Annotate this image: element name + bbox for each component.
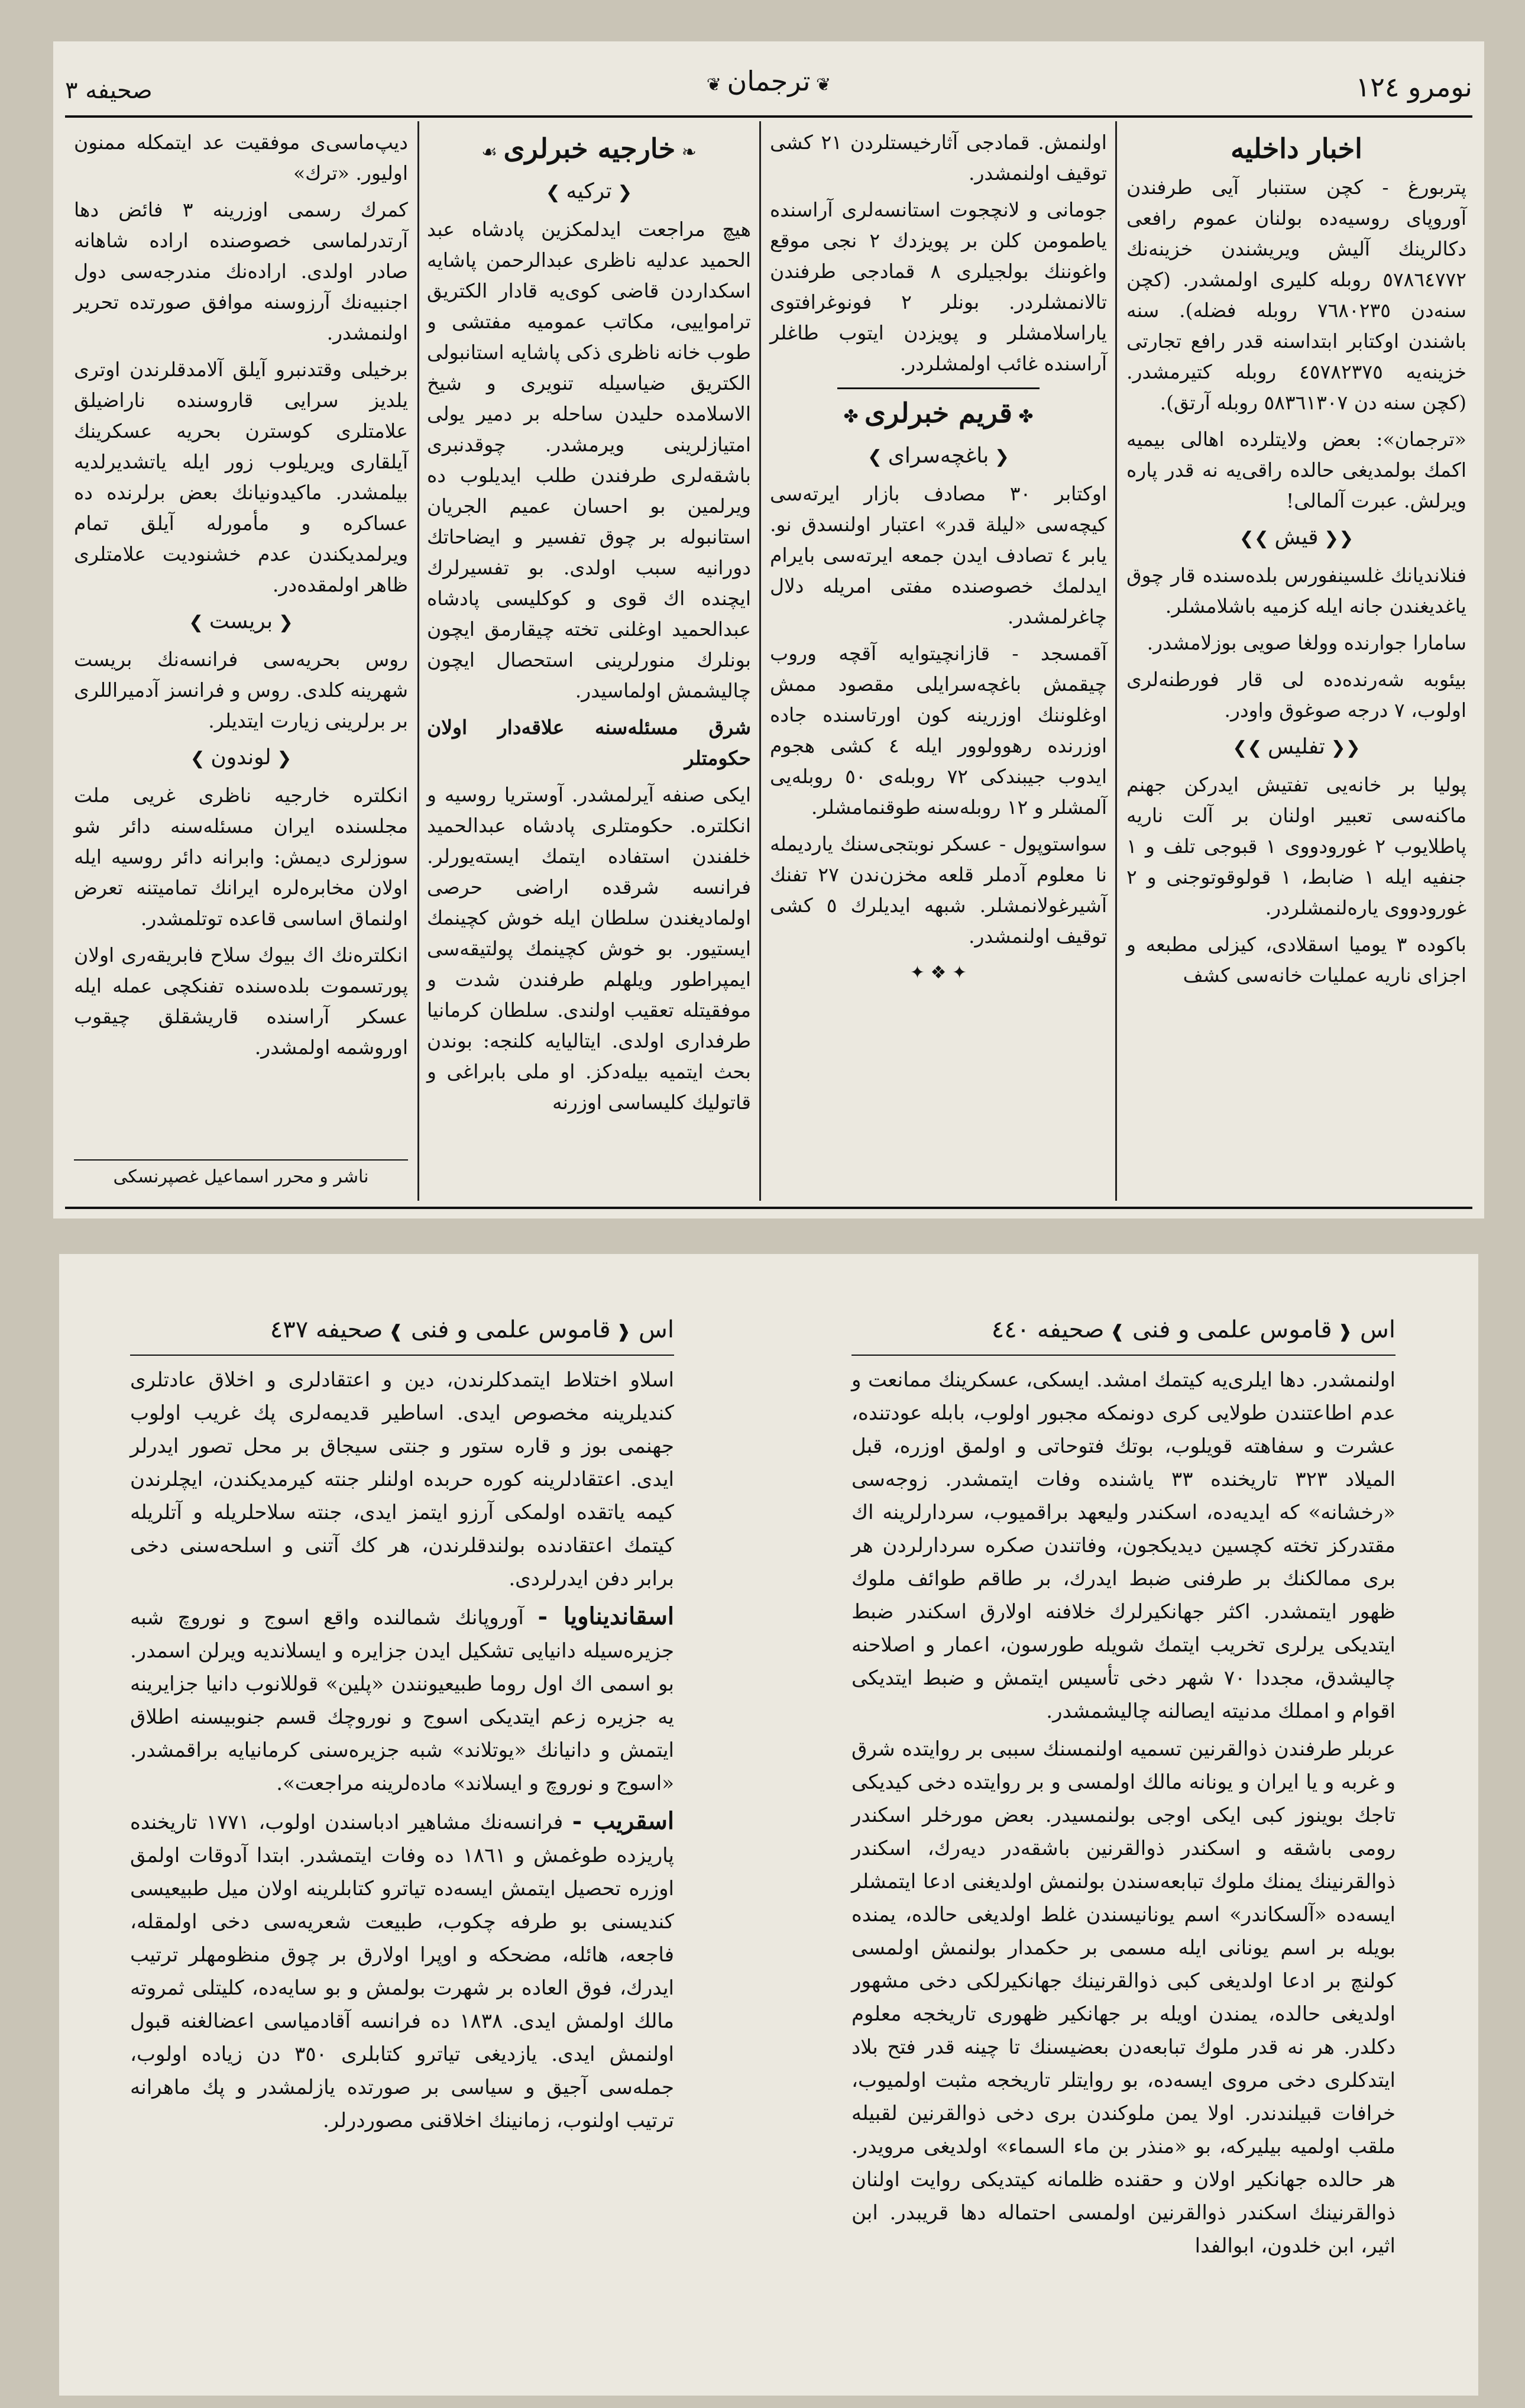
column-misc-news — [74, 127, 408, 1069]
header-title: قاموس علمی و فنی — [410, 1316, 611, 1343]
dictionary-entry — [130, 1805, 674, 2137]
ornament-icon: ❰ — [1332, 1321, 1353, 1342]
article-paragraph: برخیلی وقتدنبرو آیلق آلامدقلرندن اوتری یلدیز سرایی قاروسنده ناراضیلق علامتلری کوسترن بحریه عسکرینك آیلقاری ویریلوب زور ایله یاتشدیرلدیه بیلمشدر. ماکیدونیانك بعض برلرنده ده عساکره و مأمورله آیلق تمام ویرلمدیکندن عدم خشنودیت علامتلری ظاهر اولمقده‌در. — [74, 358, 408, 596]
dictionary-header-right — [851, 1316, 1396, 1343]
column-divider — [417, 121, 419, 1201]
article-paragraph: فنلاندیانك غلسینفورس بلده‌سنده قار چوق یاغدیغندن جانه ایله کزمیه باشلامشلر. — [1126, 564, 1466, 618]
newspaper-title — [686, 65, 851, 97]
ornament-icon: ❦ — [810, 75, 831, 95]
column-divider — [1115, 121, 1117, 1201]
article-paragraph: هیچ مراجعت ایدلمکزین پادشاه عبد الحمید عدلیه ناظری عبدالرحمن پاشایه اسکداردن قاضی کوی‌یه قادار الکتریق ترامواییی، مکاتب عمومیه مفتشی و طوب خانه ناظری ذکی پاشایه استانبولی الکتریق ضیاسیله تنویری و شیخ الاسلامده حلیدن ساحله بر دمیر یولی امتیازلرینی ویرمشدر. چوقدنبری باشقه‌لری طرفندن طلب ایدیلوب ده ویرلمین بو احسان عمیم الجریان استانبوله بر چوق تفسیر و ایضاحاتك دورانیه سبب اولدی. بو تفسیرلرك ایچنده اك قوی و کوکلیسی پادشاه عبدالحمید اوغلنی تخته چیقارمق ایچون بونلرك منورلرینی استحصال ایچون چالیشمش اولماسیدر. — [427, 218, 751, 702]
article-paragraph: سواستوپول - عسکر نوبتجی‌سنك یاردیمله نا معلوم آدملر قلعه مخزن‌ندن ٢٧ تفنك آشیرغولانمشلر. شبهه ایدیلرك ٥ کشی توقیف اولنمشدر. — [770, 832, 1107, 948]
ornament-icon: ❱ — [1104, 1321, 1125, 1342]
footer-rule — [74, 1159, 408, 1161]
header-title: قاموس علمی و فنی — [1132, 1316, 1332, 1343]
column-divider — [759, 121, 761, 1201]
publisher-line: ناشر و محرر اسماعیل غصپرنسکی — [113, 1166, 369, 1187]
entry-lemma: اسقریب - — [572, 1807, 674, 1835]
article-paragraph: روس بحریه‌سی فرانسه‌نك بریست شهرینه کلدی. روس و فرانسز آدمیراللری بر برلرینی زیارت ایتدیلر. — [74, 648, 408, 732]
page-number: صحیفه ۳ — [65, 77, 153, 104]
article-paragraph: بیئوبه شه‌رنده‌ده لی قار فورطنه‌لری اولوب، ٧ درجه صوغوق واودر. — [1126, 668, 1466, 722]
entry-paragraph: اولنمشدر. دها ایلری‌یه کیتمك امشد. ایسکی، عسکرینك ممانعت و عدم اطاعتندن طولایی کری دونمکه مجبور اولوب، بابله عودتنده، عشرت و سفاهته قویلوب، بوتك فتوحاتی و اولمق اوزره، قبل المیلاد ٣٢٣ تاریخنده ٣٣ یاشنده وفات ایتمشدر. زوجه‌سی «رخشانه» که ایدیه‌ده، اسکندر ولیعهد براقمیوب، سردارلرینه اك مقتدرکز تخته کچسین دیدیکجون، وفاتندن صکره سردارلردن هر بری ممالکنك بر طرفنی ضبط ایدرك، بر طاقم طوائف ملوك ظهور ایتمشدر. اکثر جهانکیرلرك خلافنه اولارق اسکندر ضبط ایتدیکی یرلری تخریب ایتمك شویله طورسون، اعمار و اصلاحنه چالیشدق، مجددا ٧٠ شهر دخی تأسیس ایتمش و ضبط ایتدیکی اقوام و امملك مدنیته ایصالنه چالیشمشدر. — [851, 1368, 1396, 1723]
entry-lemma: اسقاندیناویا - — [538, 1602, 675, 1630]
dictionary-text-right — [851, 1363, 1396, 2267]
ornament-icon: ❦ — [706, 75, 727, 95]
article-paragraph: سامارا جوارنده وولغا صویی بوزلامشدر. — [1147, 631, 1466, 654]
masthead — [65, 65, 1472, 112]
column-internal-news — [1126, 127, 1466, 997]
article-paragraph: انکلتره‌نك اك بیوك سلاح فابریقه‌ری اولان پورتسموت بلده‌سنده تفنکچی عمله ایله عسکر آراسنده قاریشقلق چیقوب اوروشمه اولمشدر. — [74, 943, 408, 1059]
article-lead: شرق مسئله‌سنه علاقه‌دار اولان حکومتلر — [427, 716, 751, 770]
dictionary-entry — [130, 1600, 674, 1800]
header-rule — [851, 1355, 1396, 1356]
ornament-icon: ❰ — [610, 1321, 632, 1342]
article-paragraph: پولیا بر خانه‌یی تفتیش ایدرکن جهنم ماکنه‌سی تعبیر اولنان بر آلت ناریه پاطلایوب ٢ غورودووی ١ قبوجی تلف و ١ جنفیه ایله ١ ضابط، ١ قولوقوتوجنی و ٢ غورودووی یاره‌لنمشلردر. — [1126, 773, 1467, 919]
entry-text: فرانسه‌نك مشاهیر ادباسندن اولوب، ١٧٧١ تاریخنده پاریزده طوغمش و ١٨٦١ ده وفات ایتمشدر. ابتدا آدوقات اولمق اوزره تحصیل ایتمش ایسه‌ده تیاترو کتابلرینه اولان میل طبیعیسی کندیسنی بو طرفه چکوب، طبیعت شعریه‌سی دخی اولمقله، فاجعه، هائله، مضحکه و اوپرا اولارق بر چوق منظومهلر ترتیب ایدرك، فوق العاده بر شهرت بولمش و بو سایه‌ده، کلیتلی ثمروته مالك اولمش ایدی. ١٨٣٨ ده فرانسه آقادمیاسی اعضالغنه قبول اولنمش ایدی. یازدیغی تیاترو کتابلری ٣٥٠ دن زیاده اولوب، جمله‌سی آجیق و سیاسی بر صورتده یازلمشدر و پك ماهرانه ترتیب اولنوب، زمانینك اخلاقنی مصوردرلر. — [130, 1811, 674, 2132]
header-page: صحیفه ٤٣٧ — [270, 1316, 383, 1343]
article-paragraph: اوکتابر ٣٠ مصادف بازار ایرته‌سی کیچه‌سی «لیلة قدر» اعتبار اولنسدق نو. یابر ٤ تصادف ایدن جمعه ایرته‌سی بایرام ایدلمك خصوصنده مفتی امریله دلال چاغرلمشدر. — [770, 482, 1107, 628]
dictionary-header-left — [130, 1316, 674, 1343]
ornament-icon: ❱ — [383, 1321, 404, 1342]
entry-text: آوروپانك شمالنده واقع اسوج و نوروچ شبه جزیره‌سیله دانیایی تشکیل ایدن جزایره و ایسلاندیه ویرلن اسمدر. بو اسمی اك اول روما طبیعیونندن «پلین» قوللانوب دانیا جزایرینه یه جزیره زعم ایتدیکی اسوج و نوروچك قسم جنوبیسنه اطلاق ایتمش و دانیانك «یوتلاند» شبه جزیره‌سنی کرمانیایه براقمشدر. «اسوج و نوروچ و ایسلاند» ماده‌لرینه مراجعت». — [130, 1606, 675, 1795]
column-foreign-news — [427, 127, 751, 1124]
sub-heading: ❮❮ تفلیس ❯❯ — [1232, 735, 1361, 759]
article-paragraph: کمرك رسمی اوزرینه ٣ فائض دها آرتدرلماسی خصوصنده اراده شاهانه صادر اولدی. اراده‌نك مندرجه‌سی دول اجنبیه‌نك آرزوسنه موافق صورتده تحریر اولنمشدر. — [74, 198, 408, 344]
end-ornament-icon: ✦ ❖ ✦ — [909, 962, 967, 983]
sub-heading: ❮ لوندون ❯ — [190, 745, 292, 770]
header-rule — [130, 1355, 674, 1356]
article-paragraph: پتربورغ - کچن ستنبار آیی طرفندن آوروپای روسیه‌ده بولنان عموم رافعی دکالرینك آلیش ویریشندن خزینه‌نك ٥٧٨٦٤٧٧٢ روبله کلیری اولمشدر. (کچن سنه‌دن ٧٦٨٠٢٣٥ روبله فضله). سنه باشندن اوکتابر ابتداسنه قدر رافع تجارتی خزینه‌یه ٤٥٧٨٢٣٧٥ روبله کتیرمشدر. (کچن سنه دن ٥٨٣٦١٣٠٧ روبله آرتق). — [1126, 176, 1466, 414]
sub-heading: ❮ باغچه‌سرای ❯ — [867, 444, 1009, 468]
section-heading: ✤ قریم خبرلری ✤ — [843, 397, 1034, 429]
article-paragraph: انکلتره خارجیه ناظری غریی ملت مجلسنده ایران مسئله‌سنه دائر شو سوزلری دیمش: وابرانه دائر روسیه ایله اولان مخابره‌لره ایرانك تمامیتنه تعرض اولنماق اساسی قاعده توتلمشدر. — [74, 784, 408, 930]
dictionary-text-left — [130, 1363, 674, 2142]
article-paragraph: آقمسجد - قازانچیتوایه آقچه وروب چیقمش باغچه‌سرایلی مقصود ممش اوغلوننك اوزرینه کون اورتاسنده جاده اوزرنده رهوولوور ایله ٤ کشی هجوم ایدوب جیبندکی ٧٢ روبله‌ی ٥٠ روبله‌یی آلمشلر و ١٢ روبله‌سنه طوقنمامشلر. — [770, 642, 1108, 819]
entry-paragraph: اسلاو اختلاط ایتمدکلرندن، دین و اعتقادلری و اخلاق عادتلری کندیلرینه مخصوص ایدی. اساطیر قدیمه‌لری پك غریب اولوب جهنمی بوز و قاره ستور و جنتی سیجاق بر محل تصور ایدرلر ایدی. اعتقادلرینه کوره حربده اولنلر جنته کیرمدیکندن، ایچلرندن کیمه یاتقده اولمکی آرزو ایتمز ایدی، جنته سلاحلریله و آتلریله کیتمك اعتقادنده بولندقلرندن، هر کك آتنی و اسلحه‌سنی دخی برابر دفن ایدرلردی. — [130, 1368, 674, 1591]
entry-paragraph: عربلر طرفندن ذوالقرنین تسمیه اولنمسنك سببی بر روایتده شرق و غربه و یا ایران و یونانه مالك اولمسی و بر روایتده دخی کیدیکی تاجك بوینوز کبی ایکی اوجی بولنمسیدر. بعض مورخلر اسکندر رومی باشقه و اسکندر ذوالقرنین باشقه‌در دیه‌رك، اسکندر ذوالقرنینك یمنك ملوك تبابعه‌سندن بولنمش اولدیغنی ادعا ایتمشلر ایسه‌ده «آلسکاندر» اسم یونانیسندن غلط اولدیغی حالده، یمنده بویله بر اسم یونانی ایله مسمی بر حکمدار بولنمش اولمسی کولنچ بر ادعا اولدیغی کبی ذوالقرنینك جهانکیرلکی دخی مشهور اولدیغی حالده، یمندن اویله بر جهانکیر ظهوری تاریخجه معلوم دکلدر. هر نه قدر ملوك تبابعه‌دن بعضیسنك تا چینه قدر فتح بلاد ایتدکلری دخی مروی ایسه‌ده، بو روایتلر تاریخجه مثبت اولمیوب، خرافات قبیلندندر. اولا یمن ملوکندن بری دخی ذوالقرنین لقبیله ملقب اولمیه بیلیرکه، بو «منذر بن ماء السماء» اولدیغی مرویدر. هر حالده جهانکیر اولان و حقنده ظلمانه کیتدیکی روایت اولنان ذوالقرنینك اسکندر ذوالقرنین اولمسی احتماله دها قریبدر. ابن اثیر، ابن خلدون، ابوالفدا — [851, 1737, 1396, 2258]
article-paragraph: «ترجمان»: بعض ولایتلرده اهالی بیمیه اکمك بولمدیغی حالده راقی‌یه نه قدر پاره ویرلش. عبرت آلمالی! — [1126, 428, 1466, 512]
separator-rule — [837, 387, 1040, 389]
masthead-rule — [65, 115, 1472, 118]
sub-heading: ❮ ترکیه ❯ — [545, 179, 633, 203]
column-crimea-news — [770, 127, 1107, 994]
article-paragraph: جومانی و لانچجوت استانسه‌لری آراسنده یاطمومن کلن بر پویزدك ٢ نجی موقع واغوننك بولجیلری ٨ قمادجی طرفندن تالانمشلردر. بونلر ٢ فونوغرافتوی یاراسلامشلر و پویزدن ایتوب طاغلر آراسنده غائب اولمشلردر. — [770, 198, 1108, 375]
section-heading: ❧ خارجیه خبرلری ☙ — [481, 132, 697, 164]
article-paragraph: ایکی صنفه آیرلمشدر. آوستریا روسیه و انکلتره. حکومتلری پادشاه عبدالحمید خلفندن استفاده ایتمك ایسته‌یورلر. فرانسه شرقده اراضی حرصی اولمادیغندن سلطان ایله خوش کچینمك ایستیور. بو خوش کچینمك پولتیقه‌سی ایمپراطور ویلهلم طرفندن شدت و موفقیتله تعقیب اولندی. سلطان کرمانیا طرفداری اولدی. ایتالیایه کلنجه: بوندن بحث ایتمیه بیله‌دکز. او ملی بابراغی و قاتولیك کلیساسی اوزرنه — [427, 783, 751, 1114]
section-heading: اخبار داخلیه — [1231, 132, 1362, 164]
sub-heading: ❮ بریست ❯ — [189, 609, 293, 633]
article-paragraph: باکوده ٣ یومیا اسقلادی، کیزلی مطبعه و اجزای ناریه عملیات خانه‌سی کشف — [1126, 933, 1466, 987]
sub-heading: ❮❮ قیش ❯❯ — [1239, 525, 1354, 550]
header-abbr: اس — [1360, 1316, 1396, 1343]
article-paragraph: دیپ‌ماسی‌ی موفقیت عد ایتمکله ممنون اولیور. «ترك» — [74, 131, 408, 185]
title-text: ترجمان — [727, 65, 811, 97]
header-page: صحیفه ٤٤٠ — [991, 1316, 1105, 1343]
header-abbr: اس — [639, 1316, 674, 1343]
article-paragraph: اولنمش. قمادجی آثارخیستلردن ٢١ کشی توقیف اولنمشدر. — [770, 131, 1107, 185]
issue-number: نومرو ۱۲٤ — [1355, 71, 1472, 103]
page-bottom-rule — [65, 1207, 1472, 1209]
